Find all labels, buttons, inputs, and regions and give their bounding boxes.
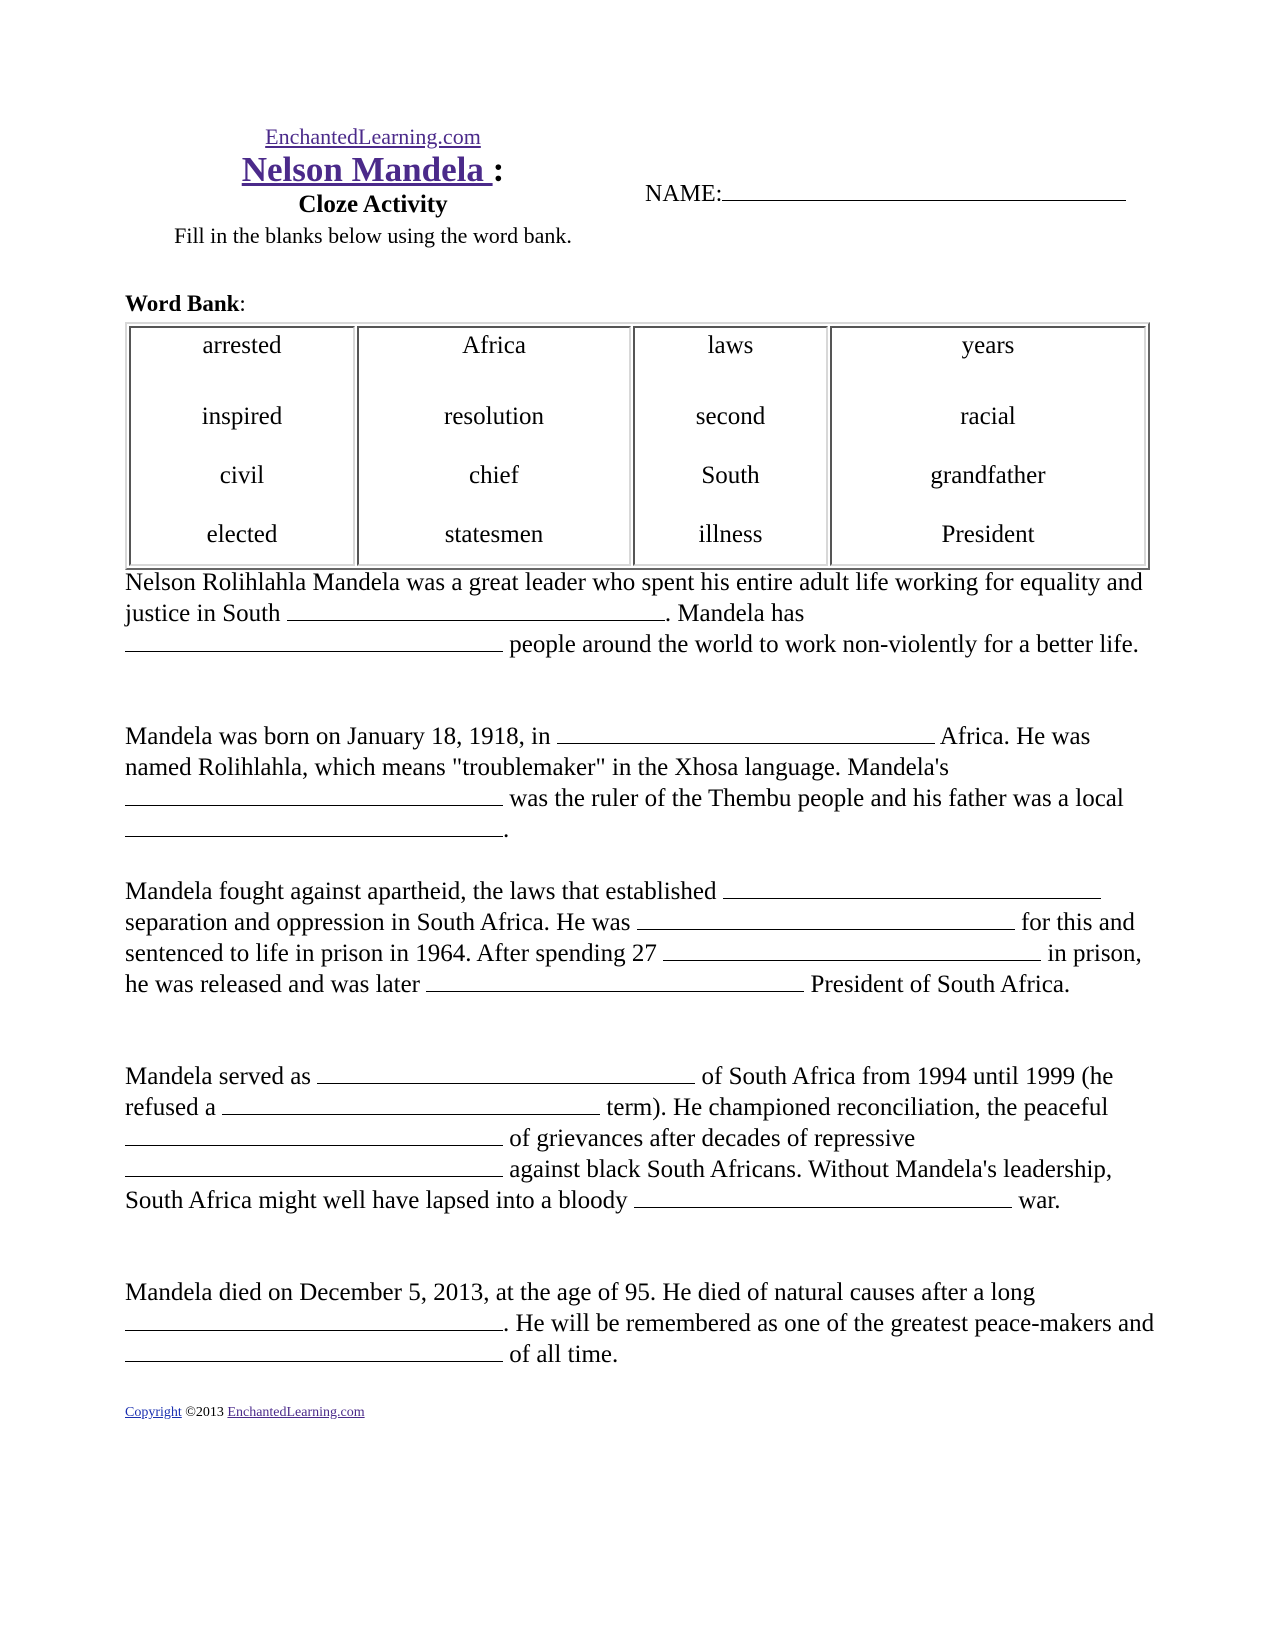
bank-word: resolution: [444, 403, 544, 430]
blank-14[interactable]: [634, 1185, 1012, 1208]
paragraph-5: Mandela died on December 5, 2013, at the age of 95. He died of natural causes after a long . He will be remembered as one of the greatest peace-makers and of all time.: [125, 1279, 1155, 1368]
word-bank-column: [830, 326, 1146, 566]
bank-word: South: [701, 462, 760, 489]
blank-8[interactable]: [663, 938, 1041, 961]
bank-word: President: [941, 521, 1035, 548]
paragraph-4: Mandela served as of South Africa from 1994 until 1999 (he refused a term). He championed reconciliation, the peaceful of grievances after decades of repressive against black South Africans. Without Mandela's leadership, South Africa might well have lapsed into a bloody war.: [125, 1063, 1114, 1214]
bank-word: second: [695, 403, 766, 430]
name-field: [645, 176, 1126, 209]
bank-word: racial: [960, 403, 1016, 430]
site-link[interactable]: EnchantedLearning.com: [265, 124, 481, 149]
word-bank-column: [357, 326, 631, 566]
page-title: [125, 150, 621, 190]
word-bank-label: Word Bank:: [125, 291, 246, 316]
worksheet-header: [125, 124, 621, 250]
footer-site-link[interactable]: EnchantedLearning.com: [227, 1405, 365, 1420]
bank-word: civil: [219, 462, 265, 489]
bank-word: statesmen: [444, 521, 544, 548]
bank-word: laws: [707, 332, 754, 359]
bank-word: inspired: [201, 403, 283, 430]
name-blank[interactable]: [722, 176, 1126, 201]
word-bank-column: [633, 326, 828, 566]
blank-12[interactable]: [125, 1123, 503, 1146]
bank-word: years: [961, 332, 1015, 359]
bank-word: elected: [206, 521, 278, 548]
word-bank-table: [125, 322, 1150, 570]
paragraph-1: Nelson Rolihlahla Mandela was a great leader who spent his entire adult life working for equality and justice in South . Mandela has people around the world to work non-violently for a better life.: [125, 569, 1143, 658]
bank-word: arrested: [202, 332, 282, 359]
copyright-footer: Copyright ©2013 EnchantedLearning.com: [125, 1405, 365, 1420]
name-label: NAME:: [645, 181, 723, 207]
blank-4[interactable]: [125, 783, 503, 806]
bank-word: Africa: [462, 332, 526, 359]
bank-word: grandfather: [930, 462, 1046, 489]
blank-2[interactable]: [125, 629, 503, 652]
copyright-link[interactable]: Copyright: [125, 1405, 182, 1420]
blank-6[interactable]: [723, 876, 1101, 899]
blank-9[interactable]: [426, 969, 804, 992]
subtitle: Cloze Activity: [298, 191, 448, 218]
blank-7[interactable]: [637, 907, 1015, 930]
instructions: Fill in the blanks below using the word bank.: [174, 223, 572, 248]
blank-1[interactable]: [287, 598, 665, 621]
word-bank-column: [129, 326, 355, 566]
bank-word: illness: [698, 521, 763, 548]
blank-15[interactable]: [125, 1308, 503, 1331]
blank-10[interactable]: [317, 1061, 695, 1084]
blank-5[interactable]: [125, 814, 503, 837]
paragraph-3: Mandela fought against apartheid, the laws that established separation and oppression in South Africa. He was for this and sentenced to life in prison in 1964. After spending 27 in prison, he was released and was later President of South Africa.: [125, 878, 1142, 998]
blank-16[interactable]: [125, 1339, 503, 1362]
blank-11[interactable]: [222, 1092, 600, 1115]
bank-word: chief: [469, 462, 519, 489]
paragraph-2: Mandela was born on January 18, 1918, in Africa. He was named Rolihlahla, which means "troublemaker" in the Xhosa language. Mandela's was the ruler of the Thembu people and his father was a local .: [125, 723, 1124, 843]
blank-3[interactable]: [557, 721, 935, 744]
title-link[interactable]: Nelson Mandela: [241, 150, 493, 189]
title-colon: :: [492, 150, 505, 189]
blank-13[interactable]: [125, 1154, 503, 1177]
